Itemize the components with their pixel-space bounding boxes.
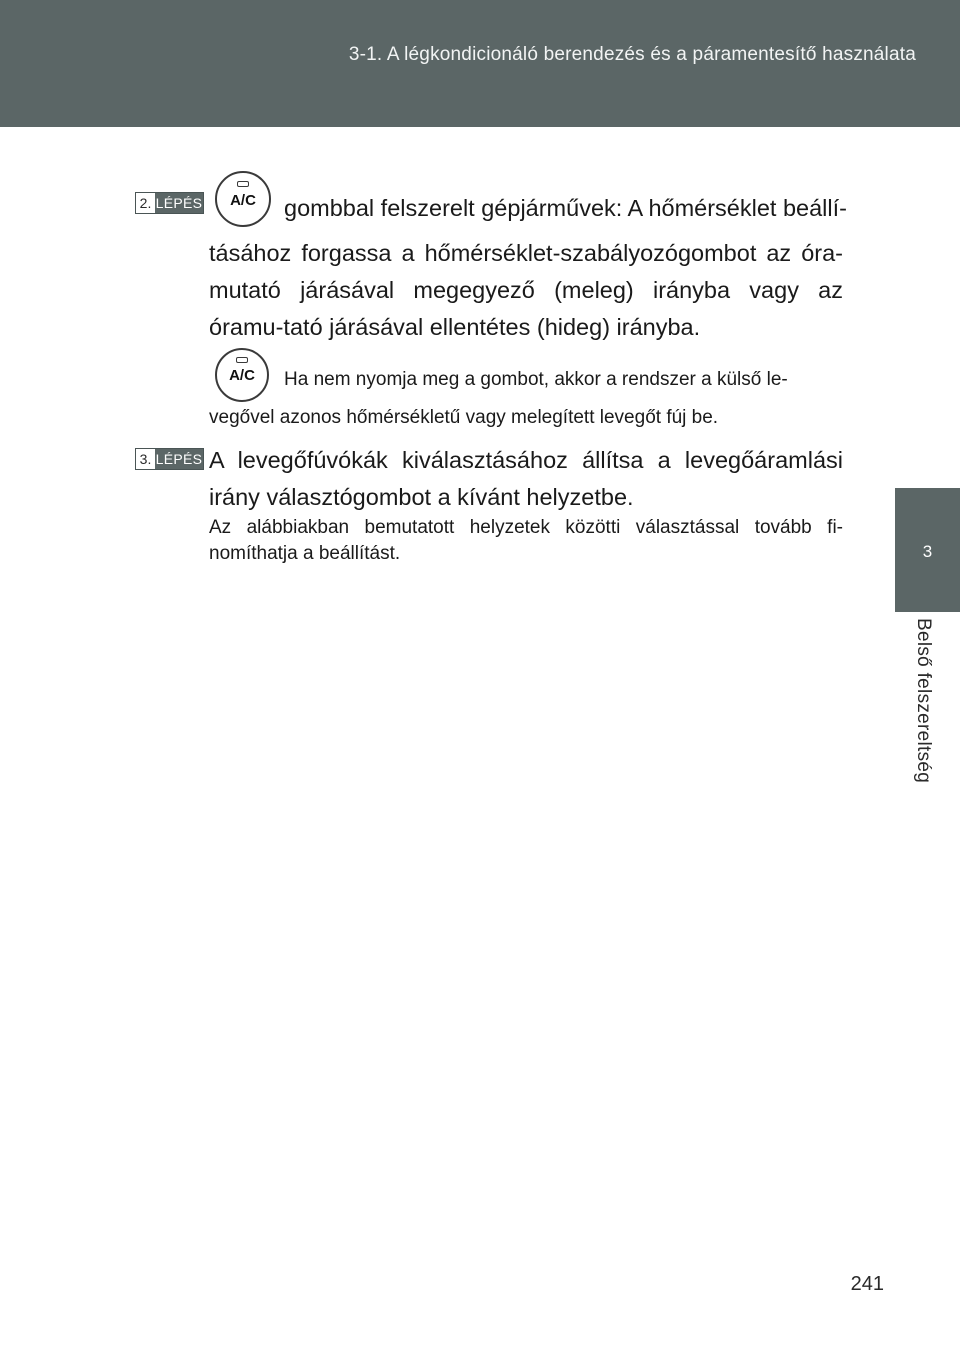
ac-button-icon [215, 348, 269, 402]
step-word: LÉPÉS [155, 195, 203, 211]
step-3-note: Az alábbiakban bemutatott helyzetek közötti választással tovább fi-nomíthatja a beállítást. [209, 517, 843, 564]
ac-button-label: A/C [230, 192, 256, 209]
step-number: 3. [139, 451, 152, 467]
ac-button-icon [215, 171, 271, 227]
step-2-note-first-line: Ha nem nyomja meg a gombot, akkor a rendszer a külső le- [284, 369, 788, 390]
step-2-badge [135, 192, 204, 214]
step-3-badge [135, 448, 204, 470]
chapter-section-title: 3-1. A légkondicionáló berendezés és a páramentesítő használata [348, 44, 916, 65]
step-number: 2. [139, 195, 152, 211]
chapter-tab [895, 488, 960, 612]
chapter-number: 3 [922, 542, 933, 561]
chapter-label: Belső felszereltség [913, 618, 934, 784]
step-word: LÉPÉS [155, 451, 203, 467]
page-header [0, 0, 960, 127]
step-2-body: tásához forgassa a hőmérséklet-szabályozógombot az óra-mutató járásával megegyező (meleg) irányba vagy az óramu-tató járásával ellentétes (hideg) irányba. [209, 240, 843, 340]
step-3-body: A levegőfúvókák kiválasztásához állítsa a levegőáramlási irány választógombot a kívánt helyzetbe. [209, 447, 843, 510]
step-2-first-line: gombbal felszerelt gépjárművek: A hőmérséklet beállí- [284, 195, 847, 221]
step-2-note: vegővel azonos hőmérsékletű vagy melegített levegőt fúj be. [209, 407, 719, 428]
page-number: 241 [850, 1273, 884, 1295]
ac-button-label: A/C [229, 367, 255, 384]
